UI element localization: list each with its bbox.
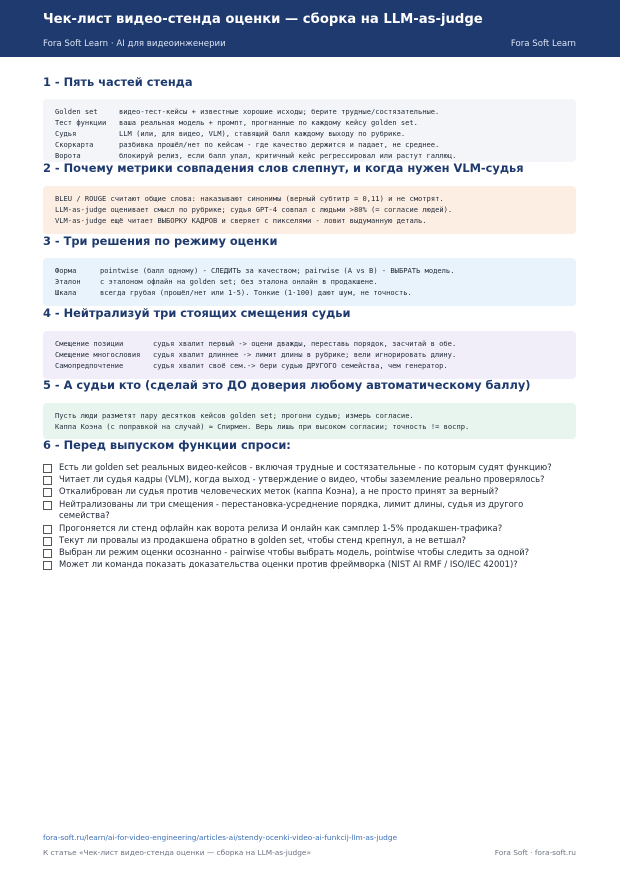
row-text: блокируй релиз, если балл упал, критичный кейс регрессировал или растут галлюц. <box>119 151 457 160</box>
checkbox[interactable] <box>43 464 52 473</box>
section-5-box <box>43 403 576 439</box>
checkbox[interactable] <box>43 501 52 510</box>
section-5-row: Пусть люди разметят пару десятков кейсов golden set; прогони судью; измерь согласие. <box>55 411 414 420</box>
header-brand: Fora Soft Learn <box>510 39 576 49</box>
checklist-item-text: Читает ли судья кадры (VLM), когда выход - утверждение о видео, чтобы заземление реально проверялось? <box>59 474 545 484</box>
checklist-item-text: Откалиброван ли судья против человеческих меток (каппа Коэна), а не просто принят за верный? <box>59 486 499 496</box>
section-1-row <box>55 151 456 160</box>
section-1-row <box>55 129 405 138</box>
section-2-row: VLM-as-judge ещё читает ВЫБОРКУ КАДРОВ и сверяет с пикселями - ловит выдуманную деталь. <box>55 216 427 225</box>
section-2-row: LLM-as-judge оценивает смысл по рубрике; судья GPT-4 совпал с людьми >80% (= согласие людей). <box>55 205 453 214</box>
row-label: Форма <box>55 266 77 275</box>
section-3-box <box>43 258 576 306</box>
checklist-item-text: Выбран ли режим оценки осознанно - pairwise чтобы выбрать модель, pointwise чтобы следить за одной? <box>59 547 530 557</box>
checkbox[interactable] <box>43 549 52 558</box>
section-2-title: 2 - Почему метрики совпадения слов слепнут, и когда нужен VLM-судья <box>43 161 524 175</box>
row-label: Эталон <box>55 277 81 286</box>
row-label: Судья <box>55 129 77 138</box>
row-text: видео-тест-кейсы + известные хорошие исходы; берите трудные/состязательные. <box>119 107 440 116</box>
row-text: судья хвалит длиннее -> лимит длины в рубрике; вели игнорировать длину. <box>153 350 457 359</box>
checkbox[interactable] <box>43 476 52 485</box>
row-label: Самопредпочтение <box>55 361 124 370</box>
section-4-box <box>43 331 576 379</box>
section-3-row <box>55 266 454 275</box>
row-label: Скоркарта <box>55 140 94 149</box>
checkbox[interactable] <box>43 537 52 546</box>
checklist-item-text: Прогоняется ли стенд офлайн как ворота релиза И онлайн как сэмплер 1-5% продакшен-трафика? <box>59 523 503 533</box>
row-text: ваша реальная модель + промпт, прогнанные по каждому кейсу golden set. <box>119 118 418 127</box>
row-text: LLM (или, для видео, VLM), ставящий балл каждому выходу по рубрике. <box>119 129 406 138</box>
row-text: судья хвалит первый -> оцени дважды, переставь порядок, засчитай в обе. <box>153 339 457 348</box>
section-3-title: 3 - Три решения по режиму оценки <box>43 234 278 248</box>
header-subtitle: Fora Soft Learn · AI для видеоинженерии <box>43 39 226 49</box>
checklist-item-text: Может ли команда показать доказательства оценки против фреймворка (NIST AI RMF / ISO/IEC 42001)? <box>59 559 518 569</box>
section-4-row <box>55 350 456 359</box>
section-3-row <box>55 288 412 297</box>
checkbox[interactable] <box>43 525 52 534</box>
checkbox[interactable] <box>43 561 52 570</box>
section-1-row <box>55 107 439 116</box>
document-title: Чек-лист видео-стенда оценки — сборка на LLM-as-judge <box>43 12 483 27</box>
row-text: с эталоном офлайн на golden set; без эталона онлайн в продакшене. <box>100 277 378 286</box>
row-text: pointwise (балл одному) - СЛЕДИТЬ за качеством; pairwise (A vs B) - ВЫБРАТЬ модель. <box>100 266 455 275</box>
checklist-title: 6 - Перед выпуском функции спроси: <box>43 438 291 452</box>
footer-brand: Fora Soft · fora-soft.ru <box>494 848 576 857</box>
row-label: Шкала <box>55 288 77 297</box>
checkbox[interactable] <box>43 488 52 497</box>
section-3-row <box>55 277 378 286</box>
checklist-item-text: Нейтрализованы ли три смещения - перестановка-усреднение порядка, лимит длины, судья из другого семейства? <box>59 499 524 520</box>
section-4-title: 4 - Нейтрализуй три стоящих смещения судьи <box>43 306 351 320</box>
row-label: Смещение позиции <box>55 339 124 348</box>
row-label: Golden set <box>55 107 98 116</box>
section-4-row <box>55 339 456 348</box>
section-4-row <box>55 361 448 370</box>
checklist-item-text: Есть ли golden set реальных видео-кейсов - включая трудные и состязательные - по которым судят функцию? <box>59 462 552 472</box>
row-text: судья хвалит своё сем.-> бери судью ДРУГОГО семейства, чем генератор. <box>153 361 448 370</box>
section-5-row: Каппа Коэна (с поправкой на случай) ≈ Спирмен. Верь лишь при высоком согласии; точность != воспр. <box>55 422 470 431</box>
section-5-title: 5 - А судьи кто (сделай это ДО доверия любому автоматическому баллу) <box>43 378 531 392</box>
section-1-row <box>55 118 418 127</box>
section-2-box <box>43 186 576 234</box>
section-2-row: BLEU / ROUGE считают общие слова: наказывают синонимы (верный субтитр = 0,11) и не смотрят. <box>55 194 444 203</box>
checklist-item-text: Текут ли провалы из продакшена обратно в golden set, чтобы стенд крепнул, а не ветшал? <box>59 535 466 545</box>
page-header <box>0 0 620 57</box>
section-1-box <box>43 99 576 162</box>
section-1-title: 1 - Пять частей стенда <box>43 75 193 89</box>
row-text: разбивка прошёл/нет по кейсам - где качество держится и падает, не среднее. <box>119 140 440 149</box>
row-label: Смещение многословия <box>55 350 141 359</box>
section-1-row <box>55 140 439 149</box>
row-text: всегда грубая (прошёл/нет или 1-5). Тонкие (1-100) дают шум, не точность. <box>100 288 412 297</box>
footer-caption: К статье «Чек-лист видео-стенда оценки — сборка на LLM-as-judge» <box>43 848 311 857</box>
article-link[interactable]: fora-soft.ru/learn/ai-for-video-engineering/articles-ai/stendy-ocenki-video-ai-funkcij-llm-as-judge <box>43 833 398 842</box>
row-label: Тест функции <box>55 118 107 127</box>
row-label: Ворота <box>55 151 81 160</box>
